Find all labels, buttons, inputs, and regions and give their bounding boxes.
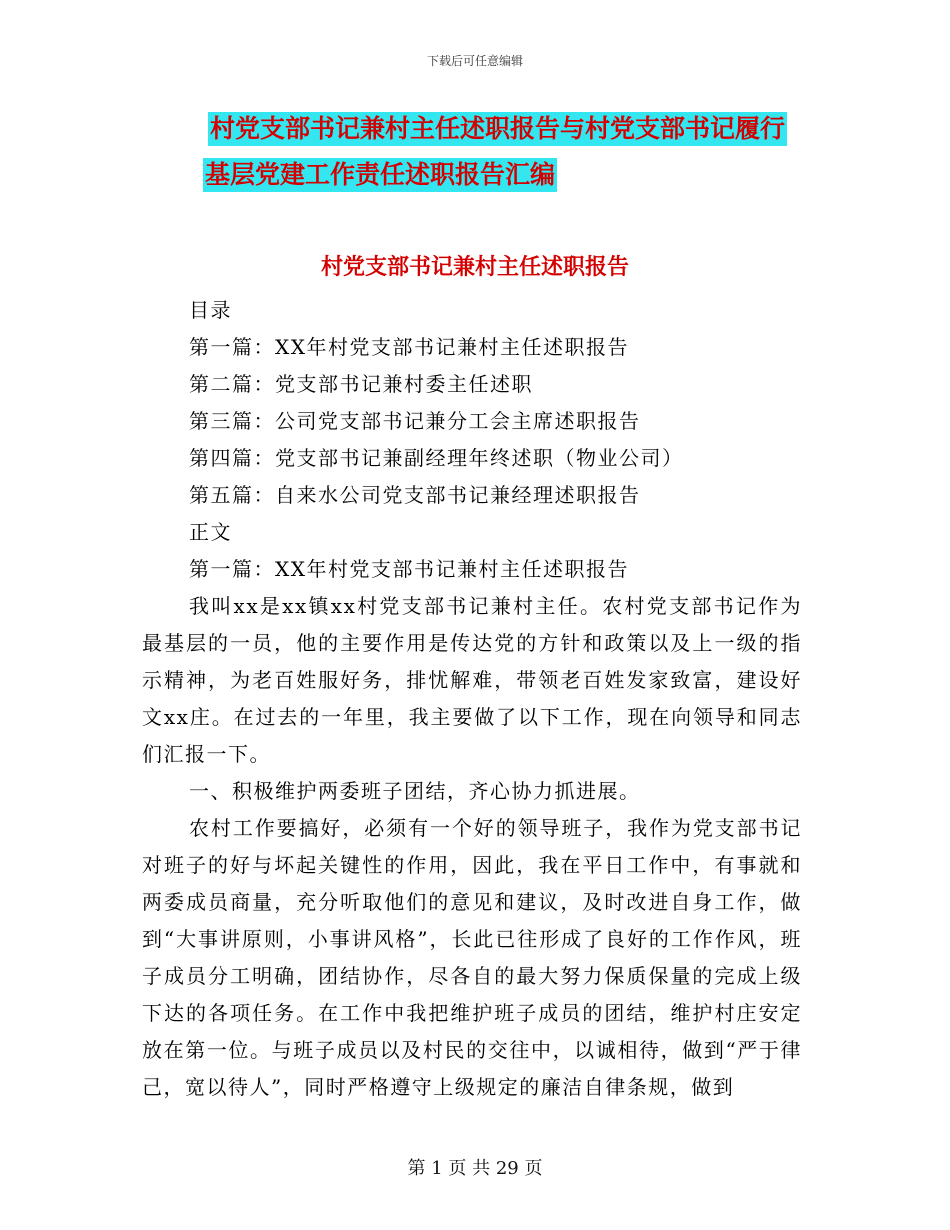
page-footer: 第 1 页 共 29 页 xyxy=(407,1158,543,1179)
toc-item: 第一篇：XX年村党支部书记兼村主任述职报告 xyxy=(189,335,629,359)
section-heading: 一、积极维护两委班子团结，齐心协力抓进展。 xyxy=(189,779,641,803)
article-title: 第一篇：XX年村党支部书记兼村主任述职报告 xyxy=(189,557,629,581)
toc-heading: 目录 xyxy=(189,298,232,322)
main-heading: 正文 xyxy=(189,520,232,544)
paragraph: 我叫xx是xx镇xx村党支部书记兼村主任。农村党支部书记作为最基层的一员，他的主要作用是传达党的方针和政策以及上一级的指示精神，为老百姓服好务，排忧解难，带领老百姓发家致富，建设好文xx庄。在过去的一年里，我主要做了以下工作，现在向领导和同志们汇报一下。 xyxy=(142,594,802,766)
toc-item: 第五篇：自来水公司党支部书记兼经理述职报告 xyxy=(189,483,641,507)
title-line-2-text: 基层党建工作责任述职报告汇编 xyxy=(203,158,557,192)
section-title: 村党支部书记兼村主任述职报告 xyxy=(320,255,629,280)
document-title-line-1 xyxy=(0,112,950,146)
toc-item: 第三篇：公司党支部书记兼分工会主席述职报告 xyxy=(189,409,641,433)
document-title-line-2 xyxy=(0,158,950,192)
toc-item: 第二篇：党支部书记兼村委主任述职 xyxy=(189,372,533,396)
title-line-1-text: 村党支部书记兼村主任述职报告与村党支部书记履行 xyxy=(208,112,787,146)
header-note: 下载后可任意编辑 xyxy=(426,54,523,68)
paragraph: 农村工作要搞好，必须有一个好的领导班子，我作为党支部书记对班子的好与坏起关键性的作用，因此，我在平日工作中，有事就和两委成员商量，充分听取他们的意见和建议，及时改进自身工作，做到“大事讲原则，小事讲风格”，长此已往形成了良好的工作作风，班子成员分工明确，团结协作，尽各自的最大努力保质保量的完成上级下达的各项任务。在工作中我把维护班子成员的团结，维护村庄安定放在第一位。与班子成员以及村民的交往中，以诚相待，做到“严于律己，宽以待人”，同时严格遵守上级规定的廉洁自律条规，做到 xyxy=(142,816,802,1099)
toc-item: 第四篇：党支部书记兼副经理年终述职（物业公司） xyxy=(189,446,684,470)
document-body xyxy=(142,292,802,1106)
